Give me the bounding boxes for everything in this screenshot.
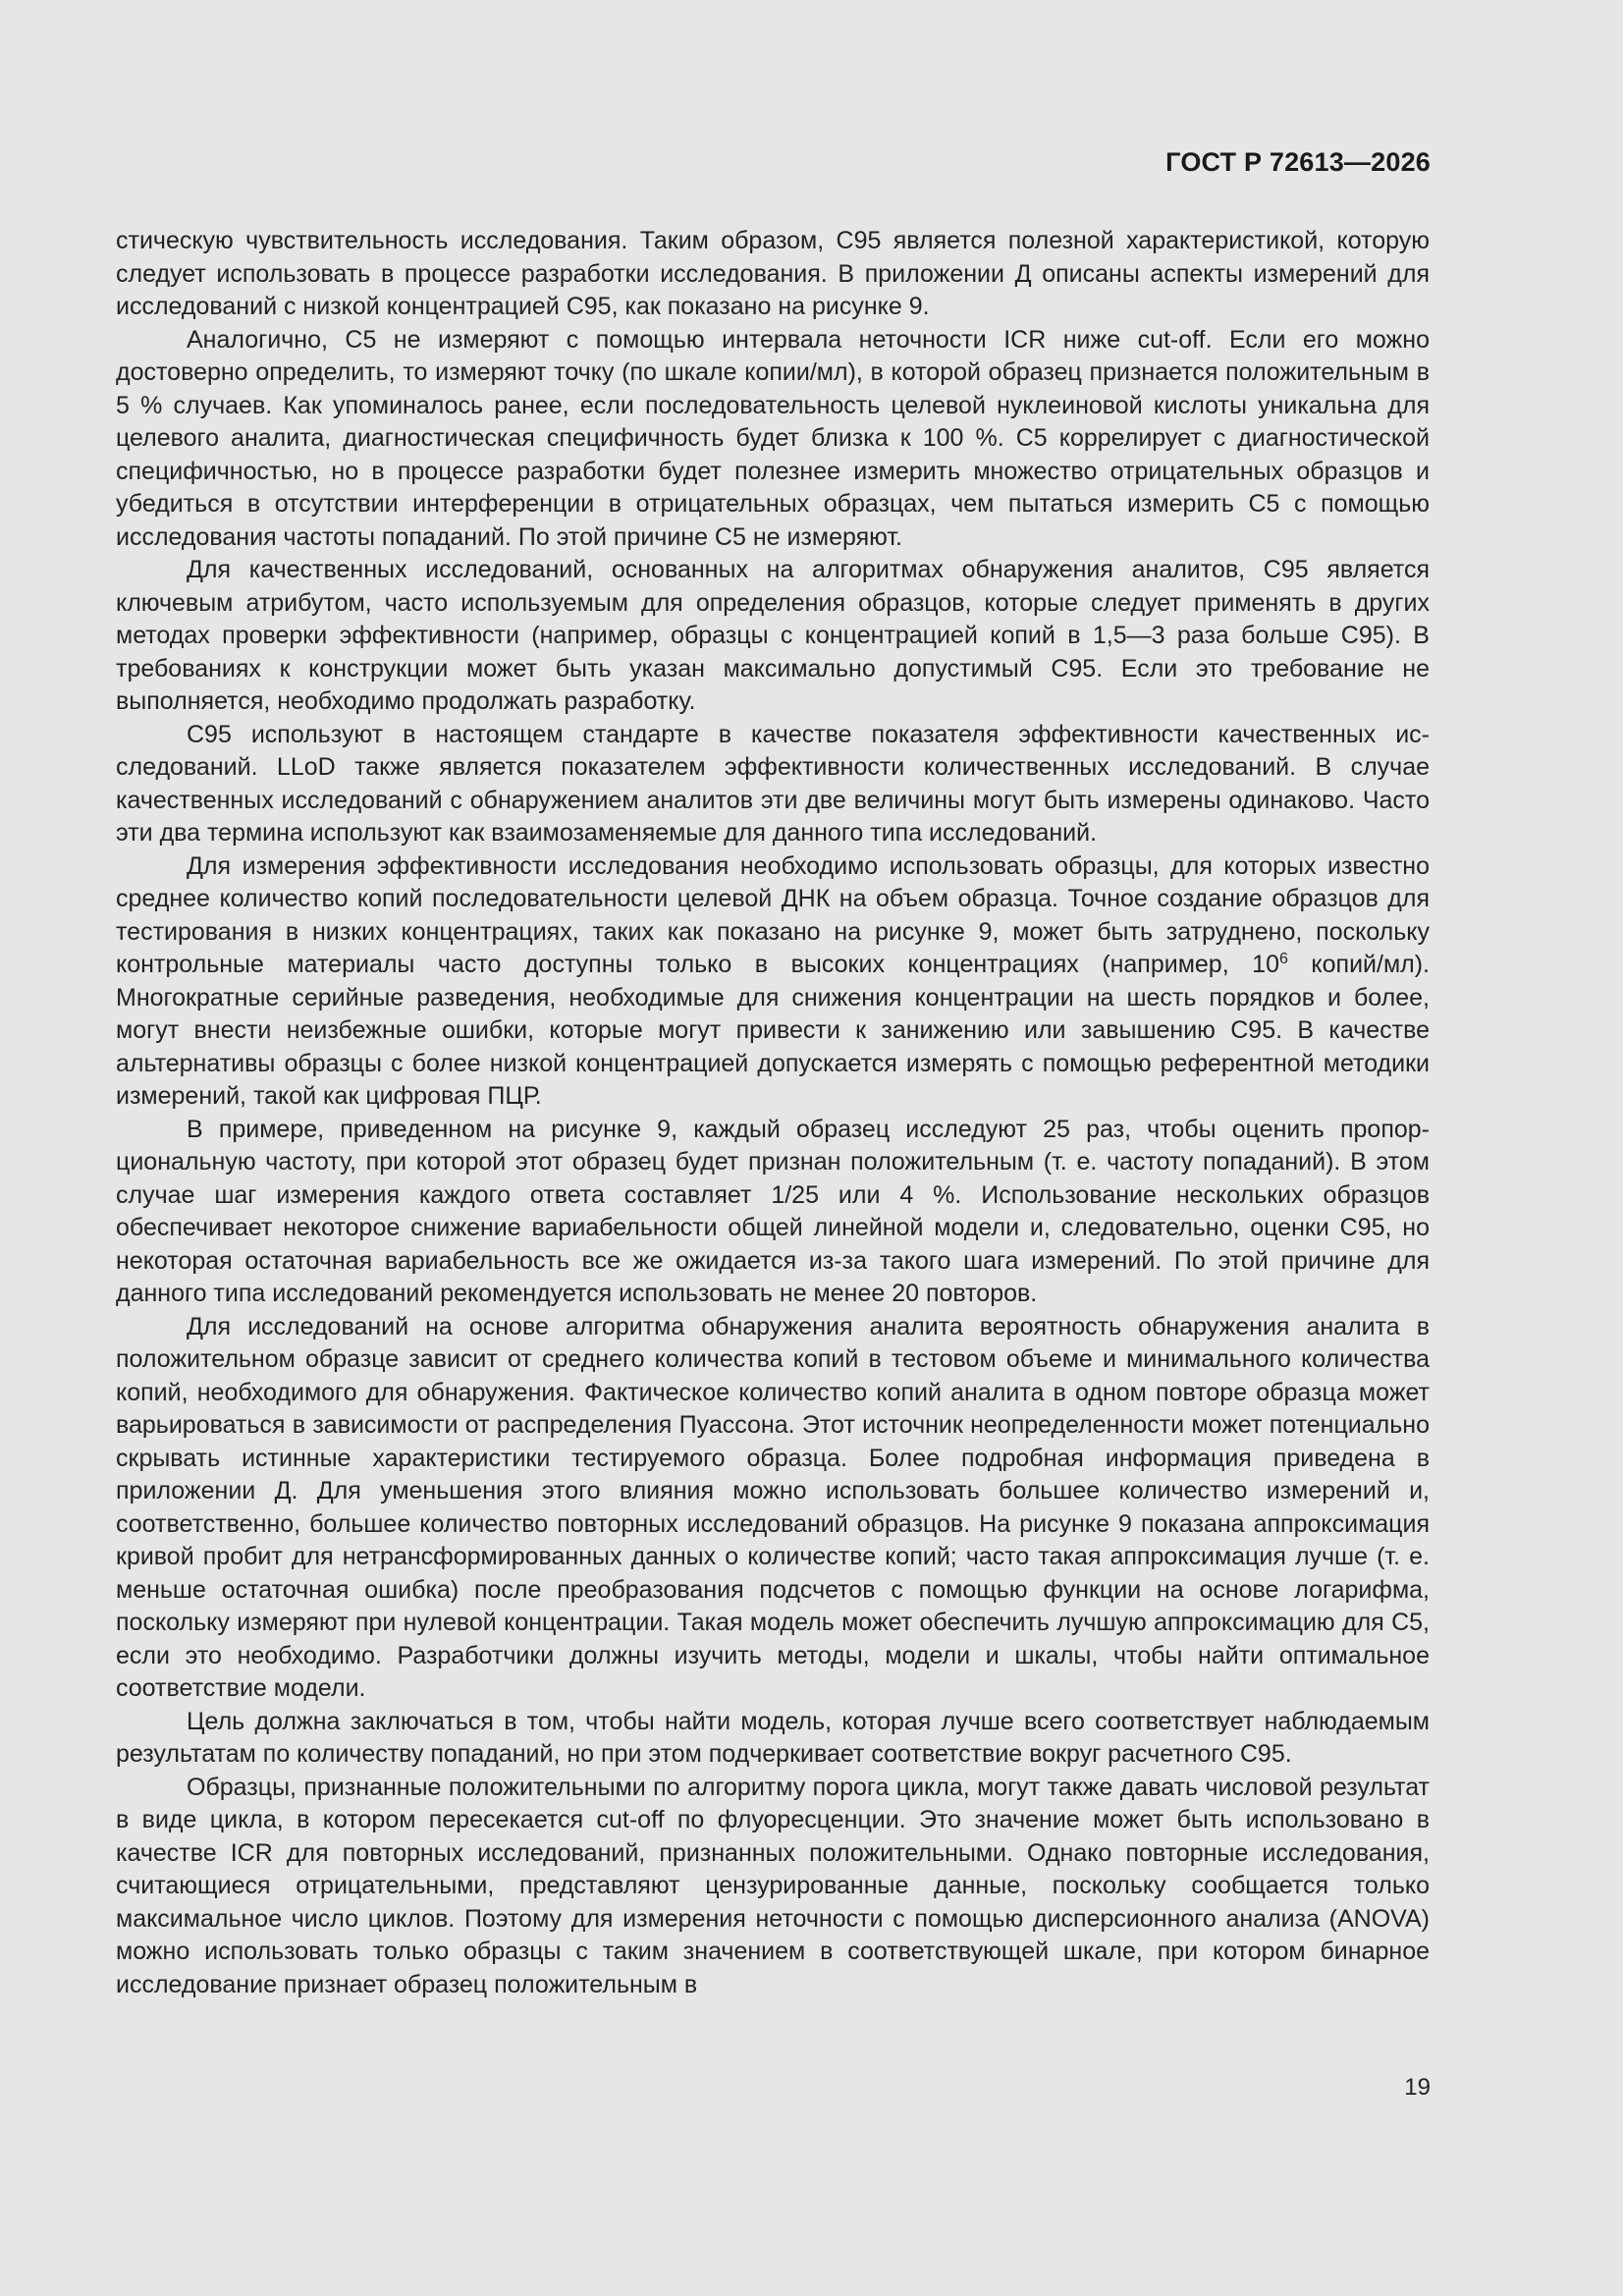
paragraph-continuation: стическую чувствительность исследования. Таким образом, С95 является полезной характеристикой, которую следует использовать в процессе разработки исследования. В приложении Д описаны аспекты измерений для исследований с низкой концентрацией С95, как показано на рисунке 9.	[116, 227, 1430, 320]
paragraph-c5: Аналогично, С5 не измеряют с помощью интервала неточности ICR ниже cut-off. Если его можно достоверно определить, то измеряют точку (по шкале копии/мл), в которой образец признается положительным в 5 % случаев. Как упоминалось ранее, если последовательность целевой нуклеиновой кислоты уникальна для целевого аналита, диагностическая специфичность будет близка к 100 %. С5 коррелирует с диагностической специфичностью, но в процессе разработки будет полезнее измерить множество отрицательных образцов и убедиться в отсутствии интерференции в отрицательных образцах, чем пытаться измерить С5 с помощью исследования частоты попаданий. По этой причине С5 не измеряют.	[116, 325, 1430, 551]
page-number: 19	[1404, 2074, 1431, 2101]
document-header: ГОСТ Р 72613—2026	[1165, 147, 1431, 177]
paragraph-text-after-superscript: копий/мл). Многократные серийные разведения, необходимые для снижения концентрации на шесть порядков и более, могут внести неизбежные ошибки, которые могут привести к занижению или завышению С95. В качестве альтернативы образцы с более низкой концентрацией допускается измерять с помощью референтной методики измерений, такой как цифровая ПЦР.	[116, 951, 1430, 1110]
paragraph-figure-example: В примере, приведенном на рисунке 9, каждый образец исследуют 25 раз, чтобы оценить пропорциональную частоту, при которой этот образец будет признан положительным (т. е. частоту попаданий). В этом случае шаг измерения каждого ответа составляет 1/25 или 4 %. Использование нескольких образцов обеспечивает некоторое снижение вариабельности общей линейной модели и, следовательно, оценки С95, но некоторая остаточная вариабельность все же ожидается из-за такого шага измерений. По этой причине для данного типа исследований рекомендуется использовать не менее 20 повторов.	[116, 1115, 1430, 1307]
paragraph-c95-lloD: С95 используют в настоящем стандарте в качестве показателя эффективности качественных исследований. LLoD также является показателем эффективности количественных исследований. В случае качественных исследований с обнаружением аналитов эти две величины могут быть измерены одинаково. Часто эти два термина используют как взаимозаменяемые для данного типа исследований.	[116, 720, 1430, 847]
paragraph-sample-concentration	[116, 850, 1430, 1114]
paragraph-model-goal: Цель должна заключаться в том, чтобы найти модель, которая лучше всего соответствует наблюдаемым результатам по количеству попаданий, но при этом подчеркивает соответствие вокруг расчетного С95.	[116, 1707, 1430, 1768]
paragraph-text-before-superscript: Для измерения эффективности исследования необходимо использовать образцы, для которых известно среднее количество копий последовательности целевой ДНК на объем образца. Точное создание образцов для тестирования в низких концентрациях, таких как показано на рисунке 9, может быть затруднено, поскольку контрольные материалы часто доступны только в высоких концентрациях (например, 10	[116, 851, 1430, 978]
paragraph-qualitative-c95: Для качественных исследований, основанных на алгоритмах обнаружения аналитов, С95 является ключевым атрибутом, часто используемым для определения образцов, которые следует применять в других методах проверки эффективности (например, образцы с концентрацией копий в 1,5—3 раза больше С95). В требованиях к конструкции может быть указан максимально допустимый С95. Если это требование не выполняется, необходимо продолжать разработку.	[116, 556, 1430, 715]
paragraph-cycle-threshold: Образцы, признанные положительными по алгоритму порога цикла, могут также давать числовой результат в виде цикла, в котором пересекается cut-off по флуоресценции. Это значение может быть использовано в качестве ICR для повторных исследований, признанных положительными. Однако повторные исследования, считающиеся отрицательными, представляют цензурированные данные, поскольку сообщается только максимальное число циклов. Поэтому для измерения неточности с помощью дисперсионного анализа (ANOVA) можно использовать только образцы с таким значением в соответствующей шкале, при котором бинарное исследование признает образец положительным в	[116, 1773, 1430, 1998]
superscript-exponent: 6	[1278, 951, 1288, 967]
document-body	[116, 225, 1430, 2001]
paragraph-poisson: Для исследований на основе алгоритма обнаружения аналита вероятность обнаружения аналита в положительном образце зависит от среднего количества копий в тестовом объеме и минимального количества копий, необходимого для обнаружения. Фактическое количество копий аналита в одном повторе образца может варьироваться в зависимости от распределения Пуассона. Этот источник неопределенности может потенциально скрывать истинные характеристики тестируемого образца. Более подробная информация приведена в приложении Д. Для уменьшения этого влияния можно использовать большее количество измерений и, соответственно, большее количество повторных исследований образцов. На рисунке 9 показана аппроксимация кривой пробит для нетрансформированных данных о количестве копий; часто такая аппроксимация лучше (т. е. меньше остаточная ошибка) после преобразования подсчетов с помощью функции на основе логарифма, поскольку измеряют при нулевой концентрации. Такая модель может обеспечить лучшую аппроксимацию для С5, если это необходимо. Разработчики должны изучить методы, модели и шкалы, чтобы найти оптимальное соответствие модели.	[116, 1312, 1430, 1702]
